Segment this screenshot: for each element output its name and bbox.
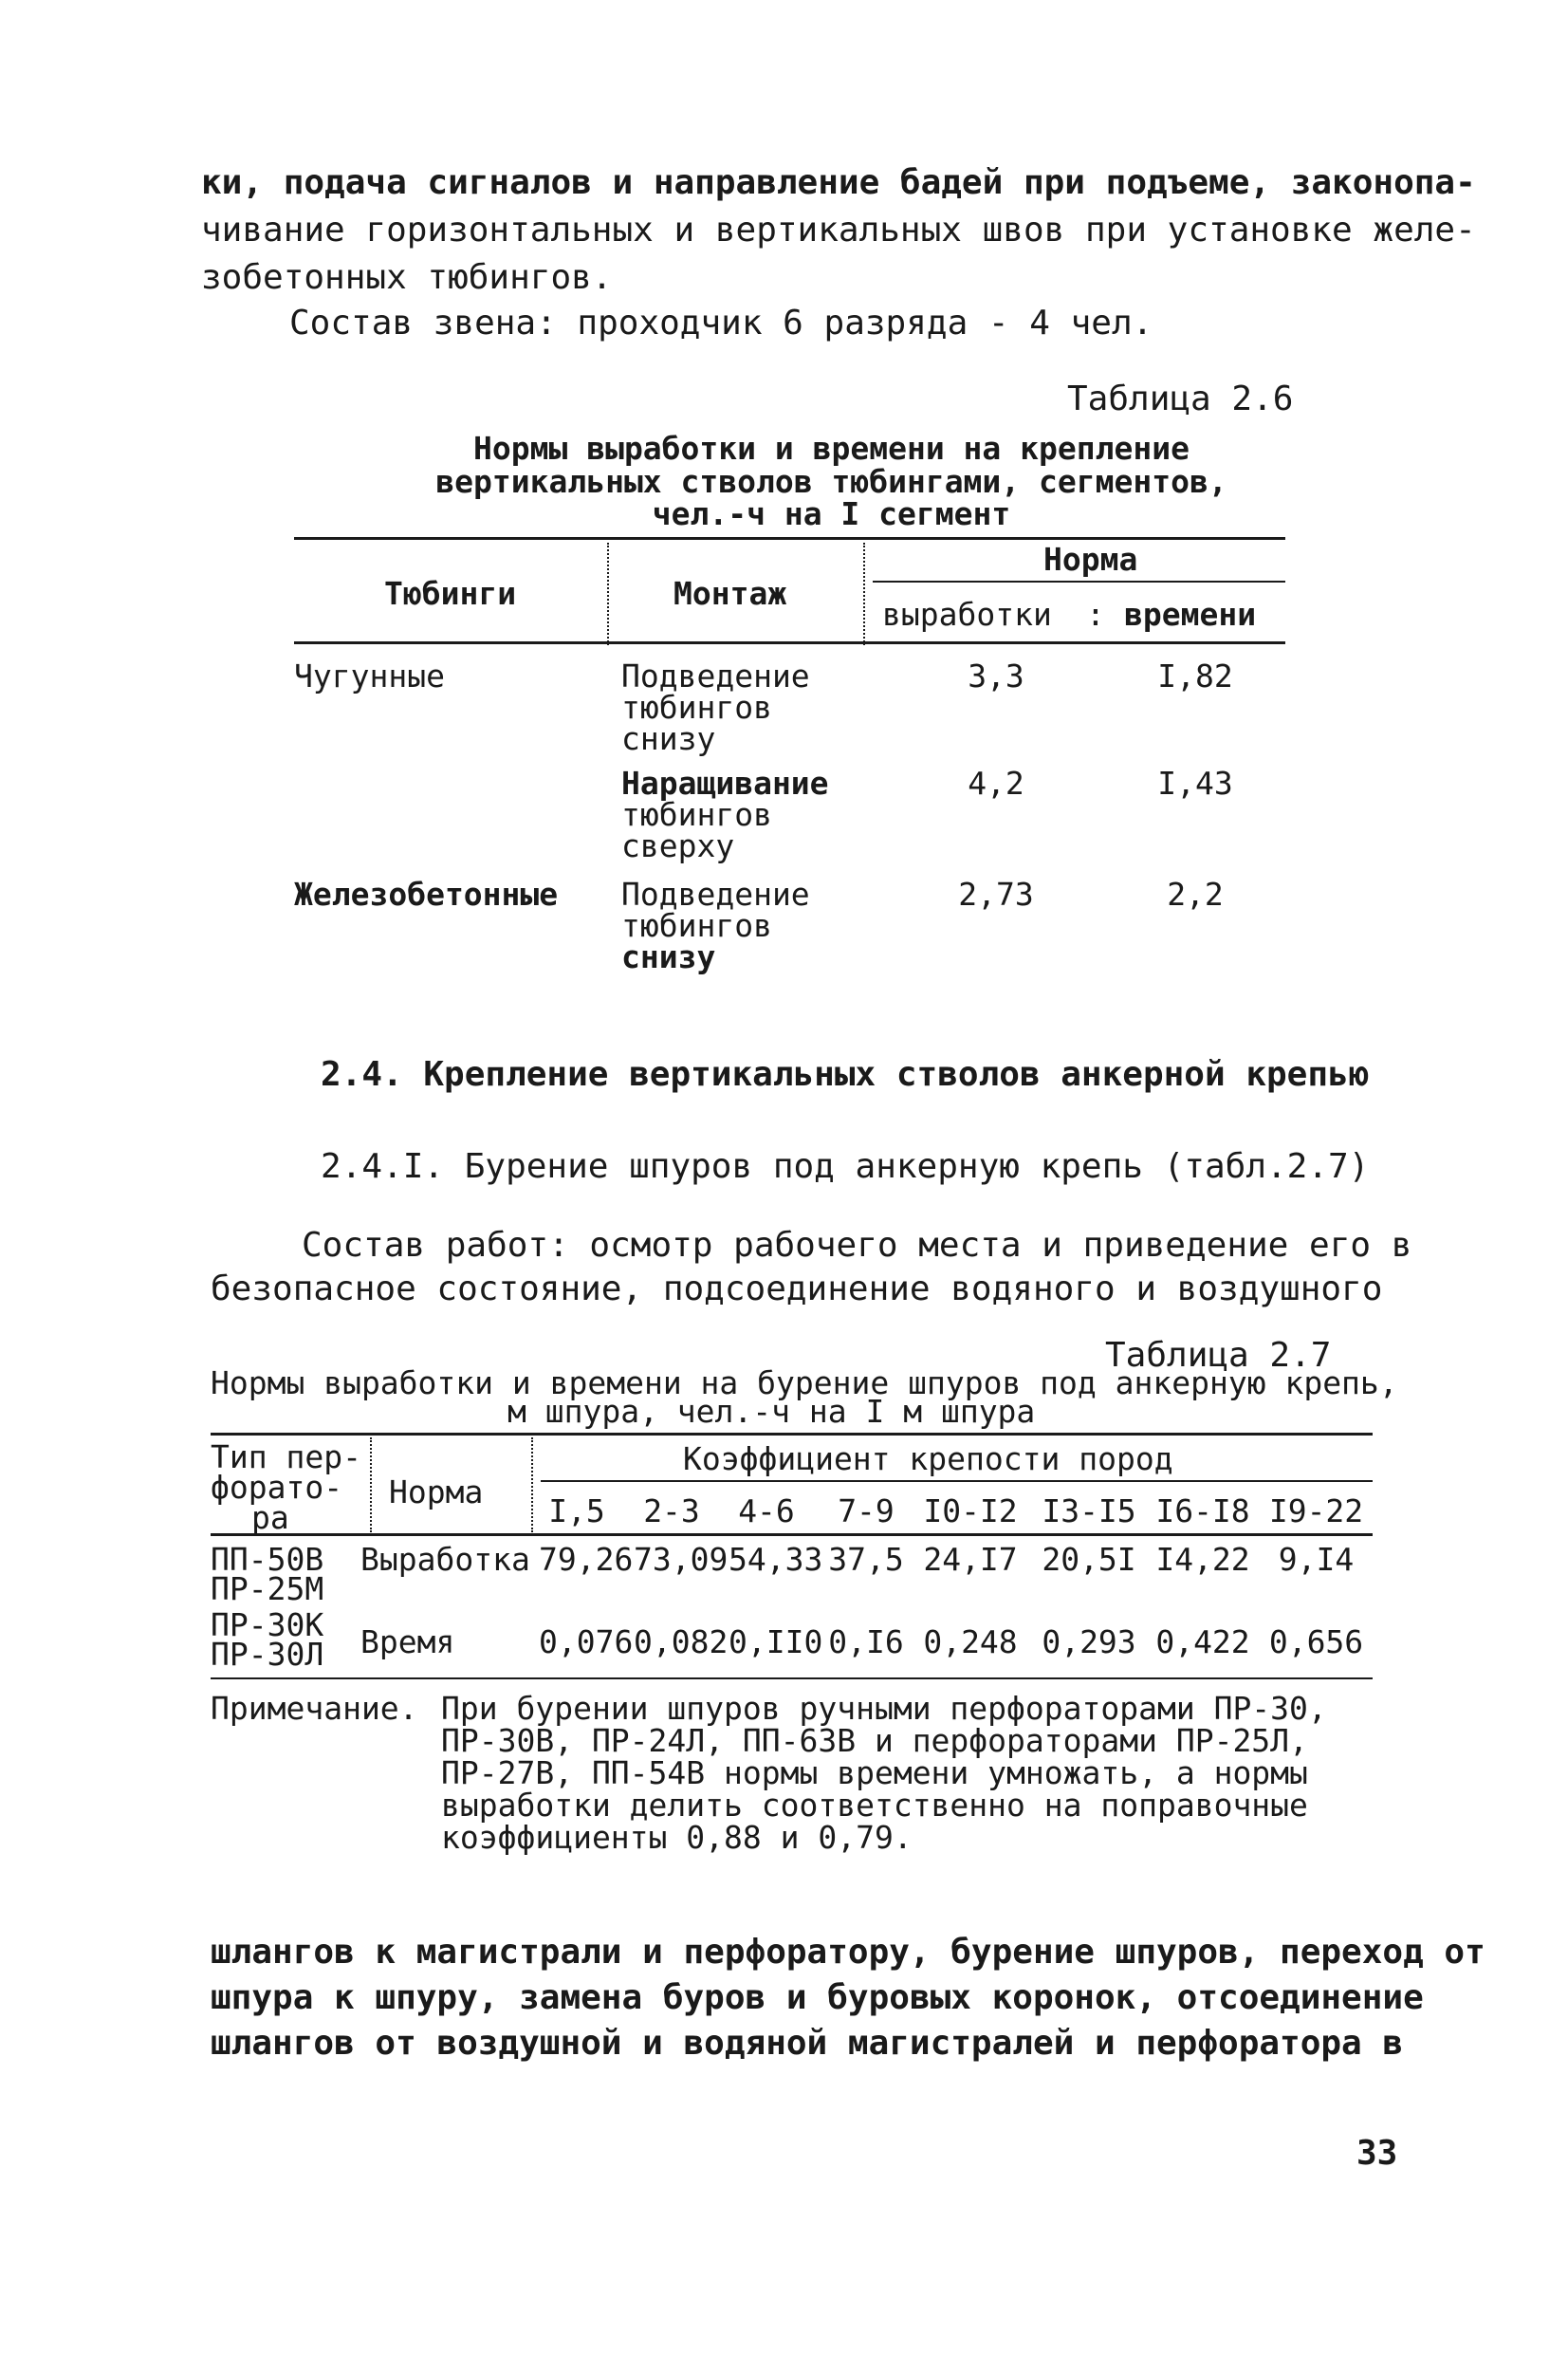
row-a-type-2: ПР-25М <box>211 1570 324 1607</box>
row-b-type-1: ПР-30К <box>211 1606 324 1643</box>
page-number: 33 <box>1356 2134 1398 2173</box>
note-line-2: ПР-30В, ПР-24Л, ПП-63В и перфораторами ПР-25Л, <box>441 1722 1308 1759</box>
table-2-7-coef-rule <box>541 1480 1373 1482</box>
row-2-montage-2: тюбингов <box>621 796 772 833</box>
row-b-value: 0,II0 <box>729 1623 823 1660</box>
table-2-6-header-rule <box>294 641 1285 644</box>
work-line-2: безопасное состояние, подсоединение водяного и воздушного <box>211 1269 1383 1308</box>
row-1-time: I,82 <box>1157 658 1233 695</box>
coef-col: I0-I2 <box>923 1492 1018 1529</box>
row-a-type-1: ПП-50В <box>211 1541 324 1578</box>
table-2-7-bottom-rule <box>211 1677 1373 1679</box>
section-title: 2.4. Крепление вертикальных стволов анкерной крепью <box>321 1055 1370 1094</box>
row-b-type-2: ПР-30Л <box>211 1636 324 1673</box>
row-2-montage-3: сверху <box>621 827 735 864</box>
table-2-7-caption-line-2: м шпура, чел.-ч на I м шпура <box>507 1393 1036 1430</box>
table-2-6-sep-1 <box>607 543 609 645</box>
row-3-time: 2,2 <box>1167 876 1224 913</box>
row-2-output: 4,2 <box>968 765 1024 802</box>
row-b-value: 0,422 <box>1155 1623 1250 1660</box>
row-b-value: 0,076 <box>539 1623 634 1660</box>
outro-line-2: шпура к шпуру, замена буров и буровых коронок, отсоединение <box>211 1978 1424 2017</box>
row-a-value: 79,26 <box>539 1541 634 1578</box>
row-1-output: 3,3 <box>968 658 1024 695</box>
coef-col: I6-I8 <box>1155 1492 1250 1529</box>
table-2-7-top-rule <box>211 1433 1373 1436</box>
row-3-montage-2: тюбингов <box>621 907 772 944</box>
header-output: выработки <box>882 596 1052 633</box>
table-2-6-caption-line-2: вертикальных стволов тюбингами, сегментов, <box>435 463 1227 500</box>
table-2-7-label: Таблица 2.7 <box>1105 1336 1332 1375</box>
row-3-tubing: Железобетонные <box>294 876 559 913</box>
note-line-1: При бурении шпуров ручными перфораторами ПР-30, <box>441 1690 1327 1727</box>
note-line-5: коэффициенты 0,88 и 0,79. <box>441 1819 913 1856</box>
intro-line-2: чивание горизонтальных и вертикальных швов при установке желе- <box>201 211 1476 250</box>
row-3-montage-3: снизу <box>621 938 716 975</box>
row-a-value: 73,09 <box>634 1541 729 1578</box>
row-a-value: 20,5I <box>1042 1541 1136 1578</box>
row-b-value: 0,656 <box>1268 1623 1364 1660</box>
outro-line-1: шлангов к магистрали и перфоратору, бурение шпуров, переход от <box>211 1933 1485 1972</box>
row-3-output: 2,73 <box>958 876 1034 913</box>
row-b-value: 0,248 <box>923 1623 1018 1660</box>
header-montage: Монтаж <box>673 575 787 612</box>
table-2-6-norm-rule <box>873 581 1285 583</box>
table-2-6-label: Таблица 2.6 <box>1067 380 1294 418</box>
coef-col: I9-22 <box>1268 1492 1364 1529</box>
table-2-6-caption-line-1: Нормы выработки и времени на крепление <box>473 430 1190 467</box>
header-tubings: Тюбинги <box>384 575 517 612</box>
work-line-1: Состав работ: осмотр рабочего места и приведение его в <box>302 1226 1412 1265</box>
note-line-3: ПР-27В, ПП-54В нормы времени умножать, а нормы <box>441 1754 1308 1791</box>
section-subtitle: 2.4.I. Бурение шпуров под анкерную крепь (табл.2.7) <box>321 1147 1370 1186</box>
row-a-norm: Выработка <box>360 1541 530 1578</box>
coef-col: 4-6 <box>738 1492 795 1529</box>
table-2-6-caption-line-3: чел.-ч на I сегмент <box>652 495 1011 532</box>
row-b-value: 0,082 <box>634 1623 729 1660</box>
header-norm: Норма <box>1043 541 1138 578</box>
header-type-2: форато- <box>211 1469 343 1506</box>
row-b-norm: Время <box>360 1623 455 1660</box>
row-1-montage-3: снизу <box>621 720 716 757</box>
crew-composition: Состав звена: проходчик 6 разряда - 4 чел. <box>289 304 1153 343</box>
intro-line-3: зобетонных тюбингов. <box>201 258 613 297</box>
table-2-7-sep-2 <box>531 1437 533 1532</box>
intro-line-1: ки, подача сигналов и направление бадей при подъеме, законопа- <box>201 163 1476 202</box>
row-3-montage-1: Подведение <box>621 876 810 913</box>
coef-col: I,5 <box>548 1492 605 1529</box>
header-time: времени <box>1124 596 1257 633</box>
note-line-4: выработки делить соответственно на поправочные <box>441 1787 1308 1824</box>
outro-line-3: шлангов от воздушной и водяной магистралей и перфоратора в <box>211 2024 1404 2063</box>
row-b-value: 0,293 <box>1042 1623 1136 1660</box>
row-2-montage-1: Наращивание <box>621 765 829 802</box>
row-b-value: 0,I6 <box>828 1623 904 1660</box>
coef-col: I3-I5 <box>1042 1492 1136 1529</box>
row-1-tubing: Чугунные <box>294 658 445 695</box>
row-a-value: 24,I7 <box>923 1541 1018 1578</box>
row-a-value: I4,22 <box>1155 1541 1250 1578</box>
header-colon: : <box>1086 596 1105 633</box>
row-a-value: 54,33 <box>729 1541 823 1578</box>
header-type-3: ра <box>251 1499 289 1536</box>
table-2-7-header-rule <box>211 1533 1373 1536</box>
row-a-value: 9,I4 <box>1278 1541 1355 1578</box>
note-label: Примечание. <box>211 1690 418 1727</box>
header-coefficient: Коэффициент крепости пород <box>683 1440 1173 1477</box>
header-type-1: Тип пер- <box>211 1438 361 1475</box>
coef-col: 2-3 <box>643 1492 700 1529</box>
table-2-6-sep-2 <box>863 543 865 645</box>
table-2-6-top-rule <box>294 537 1285 540</box>
row-2-time: I,43 <box>1157 765 1233 802</box>
header-norm-27: Норма <box>389 1473 484 1510</box>
row-1-montage-1: Подведение <box>621 658 810 695</box>
row-1-montage-2: тюбингов <box>621 689 772 726</box>
row-a-value: 37,5 <box>828 1541 904 1578</box>
table-2-7-caption-line-1: Нормы выработки и времени на бурение шпуров под анкерную крепь, <box>211 1364 1398 1401</box>
coef-col: 7-9 <box>838 1492 895 1529</box>
table-2-7-sep-1 <box>370 1437 372 1532</box>
